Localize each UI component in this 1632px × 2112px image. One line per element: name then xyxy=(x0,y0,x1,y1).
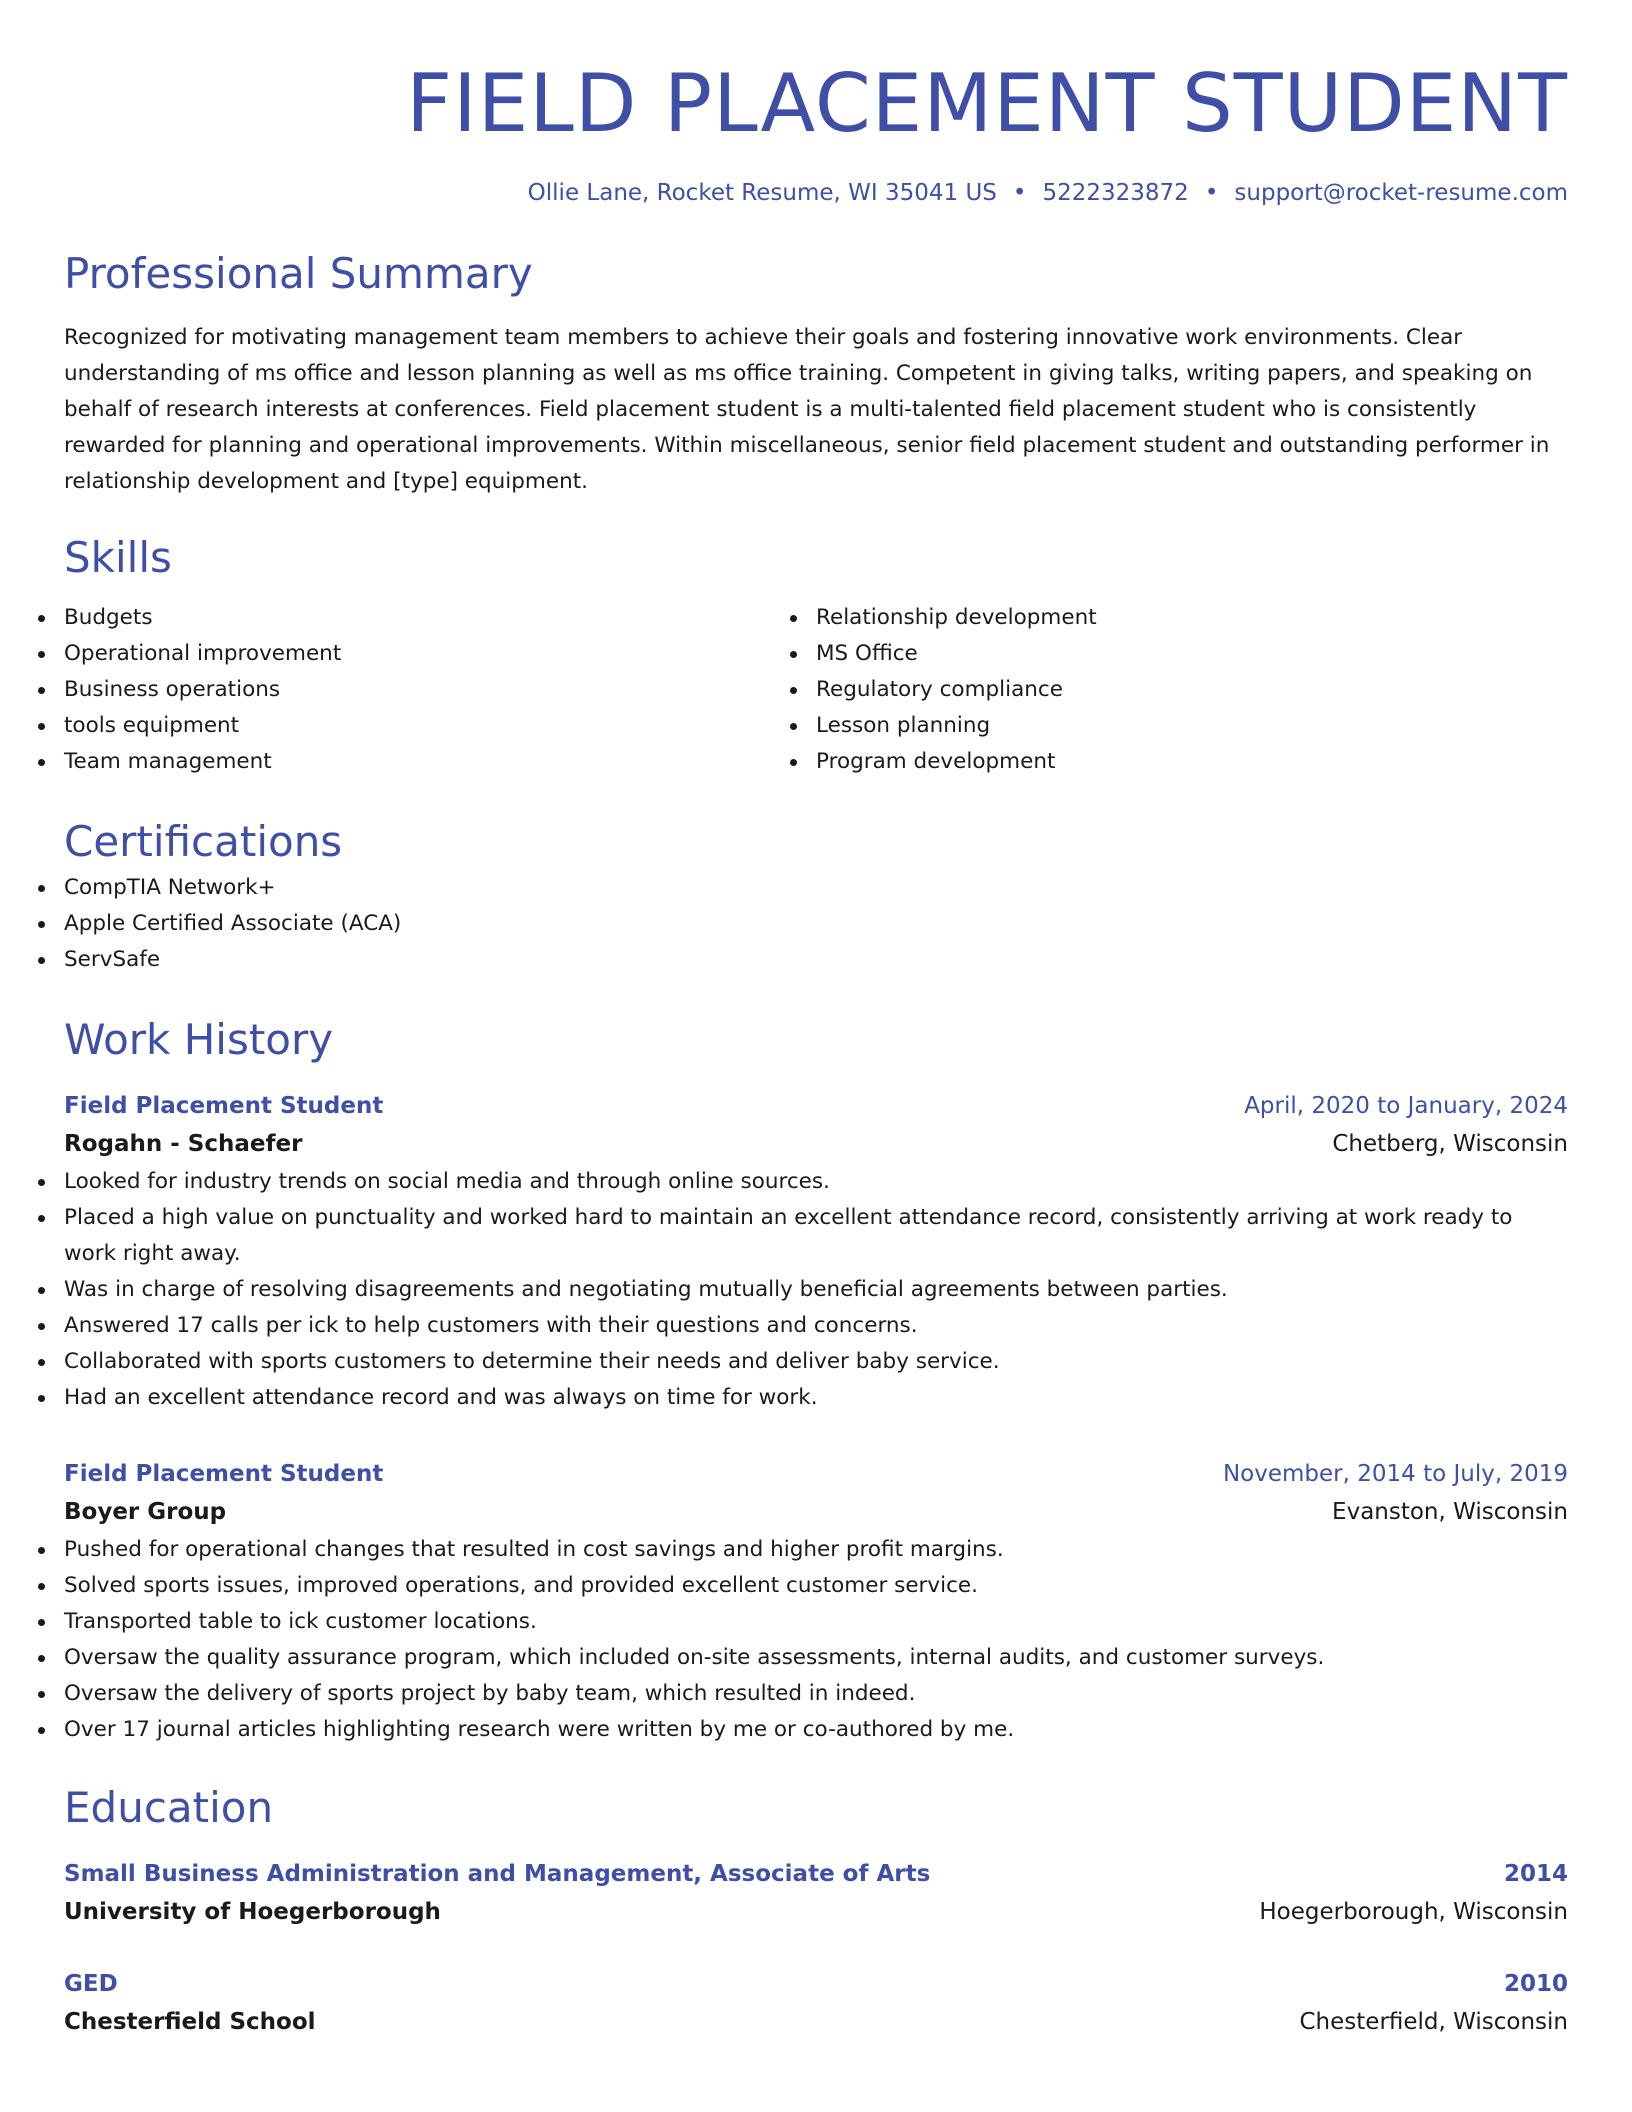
contact-phone: 5222323872 xyxy=(1042,180,1189,206)
skill-item: Program development xyxy=(816,744,1568,780)
job-bullet: Looked for industry trends on social media and through online sources. xyxy=(64,1164,1568,1200)
certifications-list xyxy=(64,870,1568,978)
job-bullet: Was in charge of resolving disagreements and negotiating mutually beneficial agreements between parties. xyxy=(64,1272,1568,1308)
job-dates: November, 2014 to July, 2019 xyxy=(1222,1461,1568,1487)
education-degree: Small Business Administration and Management, Associate of Arts xyxy=(64,1861,931,1887)
section-title-summary: Professional Summary xyxy=(64,249,533,298)
job-bullet: Answered 17 calls per ick to help customers with their questions and concerns. xyxy=(64,1308,1568,1344)
job-location: Evanston, Wisconsin xyxy=(1332,1499,1568,1525)
section-title-certifications: Certifications xyxy=(64,817,343,866)
job-location: Chetberg, Wisconsin xyxy=(1332,1131,1568,1157)
job-dates: April, 2020 to January, 2024 xyxy=(1244,1093,1568,1119)
skill-item: Operational improvement xyxy=(64,636,816,672)
contact-separator: • xyxy=(1204,180,1219,206)
job-bullets xyxy=(64,1532,1568,1748)
contact-line xyxy=(64,180,1568,206)
job-bullet: Solved sports issues, improved operations, and provided excellent customer service. xyxy=(64,1568,1568,1604)
resume-header xyxy=(64,0,1568,206)
skills-grid xyxy=(64,600,1568,780)
section-title-work-history: Work History xyxy=(64,1015,334,1064)
skills-column-left xyxy=(64,600,816,780)
job-bullet: Oversaw the delivery of sports project by baby team, which resulted in indeed. xyxy=(64,1676,1568,1712)
section-title-skills: Skills xyxy=(64,533,172,582)
job-entry xyxy=(64,1088,1568,1416)
skill-item: MS Office xyxy=(816,636,1568,672)
education-location: Chesterfield, Wisconsin xyxy=(1299,2009,1568,2035)
skill-item: Lesson planning xyxy=(816,708,1568,744)
certification-item: Apple Certified Associate (ACA) xyxy=(64,906,1568,942)
education-degree-row xyxy=(64,1856,1568,1892)
job-bullets xyxy=(64,1164,1568,1416)
job-bullet: Had an excellent attendance record and was always on time for work. xyxy=(64,1380,1568,1416)
education-location: Hoegerborough, Wisconsin xyxy=(1259,1899,1568,1925)
section-title-education: Education xyxy=(64,1783,274,1832)
education-school-row xyxy=(64,1892,1568,1932)
education-year: 2010 xyxy=(1503,1971,1568,1997)
contact-address: Ollie Lane, Rocket Resume, WI 35041 US xyxy=(527,180,997,206)
job-header-row xyxy=(64,1456,1568,1492)
certification-item: ServSafe xyxy=(64,942,1568,978)
education-year: 2014 xyxy=(1503,1861,1568,1887)
contact-separator: • xyxy=(1012,180,1027,206)
job-bullet: Transported table to ick customer locations. xyxy=(64,1604,1568,1640)
education-school: Chesterfield School xyxy=(64,2009,316,2035)
job-role: Field Placement Student xyxy=(64,1093,384,1119)
contact-email[interactable]: support@rocket-resume.com xyxy=(1234,180,1568,206)
skill-item: Relationship development xyxy=(816,600,1568,636)
education-degree: GED xyxy=(64,1971,118,1997)
summary-text: Recognized for motivating management team members to achieve their goals and fostering innovative work environments. Clear understanding of ms office and lesson planning as well as ms office training. Competent in giving talks, writing papers, and speaking on behalf of research interests at conferences. Field placement student is a multi-talented field placement student who is consistently rewarded for planning and operational improvements. Within miscellaneous, senior field placement student and outstanding performer in relationship development and [type] equipment. xyxy=(64,325,1550,494)
job-company-row xyxy=(64,1124,1568,1164)
education-school-row xyxy=(64,2002,1568,2042)
education-school: University of Hoegerborough xyxy=(64,1899,441,1925)
job-bullet: Pushed for operational changes that resulted in cost savings and higher profit margins. xyxy=(64,1532,1568,1568)
job-entry xyxy=(64,1456,1568,1748)
education-entry xyxy=(64,1966,1568,2042)
job-header-row xyxy=(64,1088,1568,1124)
job-company: Boyer Group xyxy=(64,1499,227,1525)
job-company: Rogahn - Schaefer xyxy=(64,1131,303,1157)
skill-item: Team management xyxy=(64,744,816,780)
skill-item: Budgets xyxy=(64,600,816,636)
job-bullet: Placed a high value on punctuality and worked hard to maintain an excellent attendance record, consistently arriving at work ready to work right away. xyxy=(64,1200,1568,1272)
skill-item: Business operations xyxy=(64,672,816,708)
skill-item: Regulatory compliance xyxy=(816,672,1568,708)
certification-item: CompTIA Network+ xyxy=(64,870,1568,906)
job-role: Field Placement Student xyxy=(64,1461,384,1487)
job-bullet: Over 17 journal articles highlighting research were written by me or co-authored by me. xyxy=(64,1712,1568,1748)
resume-name: FIELD PLACEMENT STUDENT xyxy=(406,57,1568,150)
education-entry xyxy=(64,1856,1568,1932)
job-bullet: Oversaw the quality assurance program, which included on-site assessments, internal audits, and customer surveys. xyxy=(64,1640,1568,1676)
skills-column-right xyxy=(816,600,1568,780)
skill-item: tools equipment xyxy=(64,708,816,744)
job-company-row xyxy=(64,1492,1568,1532)
job-bullet: Collaborated with sports customers to determine their needs and deliver baby service. xyxy=(64,1344,1568,1380)
education-degree-row xyxy=(64,1966,1568,2002)
